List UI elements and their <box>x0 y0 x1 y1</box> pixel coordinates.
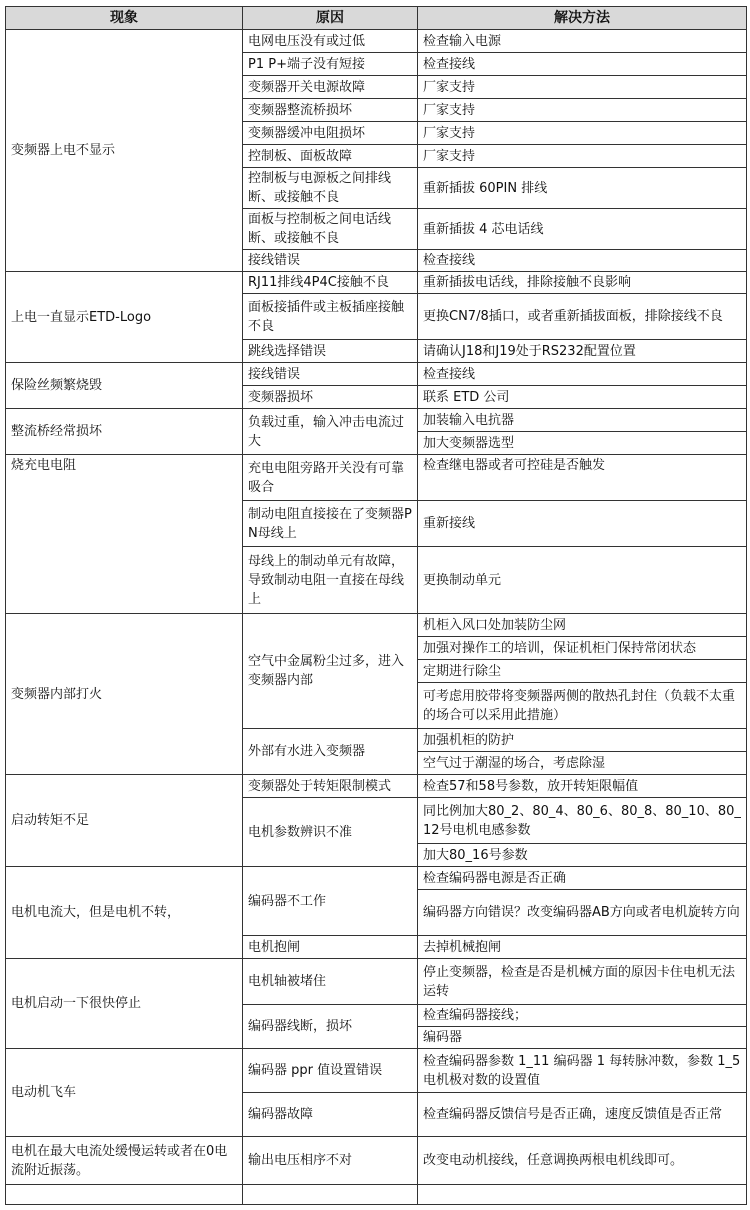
cause-cell: 编码器 ppr 值设置错误 <box>243 1049 418 1093</box>
solution-cell: 厂家支持 <box>418 122 747 145</box>
phenomenon-cell: 变频器内部打火 <box>6 614 243 775</box>
cause-cell: 控制板、面板故障 <box>243 145 418 168</box>
cause-cell: 跳线选择错误 <box>243 340 418 363</box>
cause-cell: 变频器处于转矩限制模式 <box>243 775 418 798</box>
solution-cell: 检查编码器反馈信号是否正确，速度反馈值是否正常 <box>418 1093 747 1137</box>
cause-cell: 外部有水进入变频器 <box>243 729 418 775</box>
solution-cell: 加大变频器选型 <box>418 432 747 455</box>
cause-cell: 空气中金属粉尘过多，进入变频器内部 <box>243 614 418 729</box>
solution-cell: 更换CN7/8插口，或者重新插拔面板，排除接线不良 <box>418 294 747 340</box>
table-row-continuation <box>6 1185 747 1205</box>
phenomenon-cell: 烧充电电阻 <box>6 455 243 614</box>
solution-cell: 更换制动单元 <box>418 547 747 614</box>
solution-cell: 机柜入风口处加装防尘网 <box>418 614 747 637</box>
solution-cell: 检查编码器电源是否正确 <box>418 867 747 890</box>
phenomenon-cell: 整流桥经常损坏 <box>6 409 243 455</box>
table-row <box>6 30 747 53</box>
solution-cell: 请确认J18和J19处于RS232配置位置 <box>418 340 747 363</box>
cause-cell: 变频器损坏 <box>243 386 418 409</box>
cause-cell: 输出电压相序不对 <box>243 1137 418 1185</box>
solution-cell: 重新插拔电话线，排除接触不良影响 <box>418 272 747 294</box>
solution-cell: 编码器方向错误？改变编码器AB方向或者电机旋转方向 <box>418 890 747 936</box>
phenomenon-cell: 启动转矩不足 <box>6 775 243 867</box>
solution-cell: 编码器 <box>418 1027 747 1049</box>
cause-cell: 接线错误 <box>243 250 418 272</box>
cause-cell: 面板接插件或主板插座接触不良 <box>243 294 418 340</box>
cause-cell: 电机抱闸 <box>243 936 418 959</box>
phenomenon-cell: 电机在最大电流处缓慢运转或者在0电流附近振荡。 <box>6 1137 243 1185</box>
table-row <box>6 775 747 798</box>
cause-cell: 编码器不工作 <box>243 867 418 936</box>
table-row <box>6 455 747 501</box>
solution-cell: 检查57和58号参数，放开转矩限幅值 <box>418 775 747 798</box>
phenomenon-cell: 电动机飞车 <box>6 1049 243 1137</box>
cause-cell: 变频器缓冲电阻损坏 <box>243 122 418 145</box>
table-row <box>6 959 747 1005</box>
solution-cell: 重新插拔 60PIN 排线 <box>418 168 747 209</box>
header-solution: 解决方法 <box>418 7 747 30</box>
header-phenomenon: 现象 <box>6 7 243 30</box>
phenomenon-cell: 上电一直显示ETD-Logo <box>6 272 243 363</box>
cause-cell: 电机轴被堵住 <box>243 959 418 1005</box>
solution-cell: 厂家支持 <box>418 76 747 99</box>
phenomenon-cell: 变频器上电不显示 <box>6 30 243 272</box>
solution-cell: 检查编码器参数 1_11 编码器 1 每转脉冲数，参数 1_5 电机极对数的设置值 <box>418 1049 747 1093</box>
solution-cell: 重新接线 <box>418 501 747 547</box>
solution-cell: 检查接线 <box>418 363 747 386</box>
cause-cell: 变频器整流桥损坏 <box>243 99 418 122</box>
solution-cell: 厂家支持 <box>418 99 747 122</box>
cause-cell: 变频器开关电源故障 <box>243 76 418 99</box>
empty-cell <box>243 1185 418 1205</box>
solution-cell: 检查输入电源 <box>418 30 747 53</box>
solution-cell: 检查继电器或者可控硅是否触发 <box>418 455 747 501</box>
cause-cell: 母线上的制动单元有故障，导致制动电阻一直接在母线上 <box>243 547 418 614</box>
cause-cell: 制动电阻直接接在了变频器PN母线上 <box>243 501 418 547</box>
phenomenon-cell: 电机启动一下很快停止 <box>6 959 243 1049</box>
table-row <box>6 409 747 432</box>
table-row <box>6 867 747 890</box>
header-cause: 原因 <box>243 7 418 30</box>
solution-cell: 可考虑用胶带将变频器两侧的散热孔封住（负载不太重的场合可以采用此措施） <box>418 683 747 729</box>
cause-cell: RJ11排线4P4C接触不良 <box>243 272 418 294</box>
cause-cell: 控制板与电源板之间排线断、或接触不良 <box>243 168 418 209</box>
empty-cell <box>418 1185 747 1205</box>
header-row <box>6 7 747 30</box>
cause-cell: 接线错误 <box>243 363 418 386</box>
cause-cell: P1 P+端子没有短接 <box>243 53 418 76</box>
table-row <box>6 1137 747 1185</box>
phenomenon-cell: 电机电流大，但是电机不转， <box>6 867 243 959</box>
solution-cell: 加强机柜的防护 <box>418 729 747 752</box>
solution-cell: 检查接线 <box>418 250 747 272</box>
solution-cell: 检查接线 <box>418 53 747 76</box>
solution-cell: 重新插拔 4 芯电话线 <box>418 209 747 250</box>
table-row <box>6 272 747 294</box>
cause-cell: 编码器线断，损坏 <box>243 1005 418 1049</box>
cause-cell: 电网电压没有或过低 <box>243 30 418 53</box>
solution-cell: 加大80_16号参数 <box>418 844 747 867</box>
cause-cell: 编码器故障 <box>243 1093 418 1137</box>
solution-cell: 厂家支持 <box>418 145 747 168</box>
phenomenon-cell: 保险丝频繁烧毁 <box>6 363 243 409</box>
empty-cell <box>6 1185 243 1205</box>
table-row <box>6 614 747 637</box>
solution-cell: 定期进行除尘 <box>418 660 747 683</box>
cause-cell: 负载过重，输入冲击电流过大 <box>243 409 418 455</box>
solution-cell: 空气过于潮湿的场合，考虑除湿 <box>418 752 747 775</box>
solution-cell: 加装输入电抗器 <box>418 409 747 432</box>
cause-cell: 电机参数辨识不准 <box>243 798 418 867</box>
solution-cell: 检查编码器接线； <box>418 1005 747 1027</box>
solution-cell: 联系 ETD 公司 <box>418 386 747 409</box>
solution-cell: 加强对操作工的培训，保证机柜门保持常闭状态 <box>418 637 747 660</box>
table-row <box>6 363 747 386</box>
solution-cell: 去掉机械抱闸 <box>418 936 747 959</box>
solution-cell: 改变电动机接线，任意调换两根电机线即可。 <box>418 1137 747 1185</box>
cause-cell: 充电电阻旁路开关没有可靠吸合 <box>243 455 418 501</box>
solution-cell: 停止变频器，检查是否是机械方面的原因卡住电机无法运转 <box>418 959 747 1005</box>
solution-cell: 同比例加大80_2、80_4、80_6、80_8、80_10、80_12号电机电感参数 <box>418 798 747 844</box>
cause-cell: 面板与控制板之间电话线断、或接触不良 <box>243 209 418 250</box>
troubleshooting-table <box>5 6 747 1205</box>
table-row <box>6 1049 747 1093</box>
